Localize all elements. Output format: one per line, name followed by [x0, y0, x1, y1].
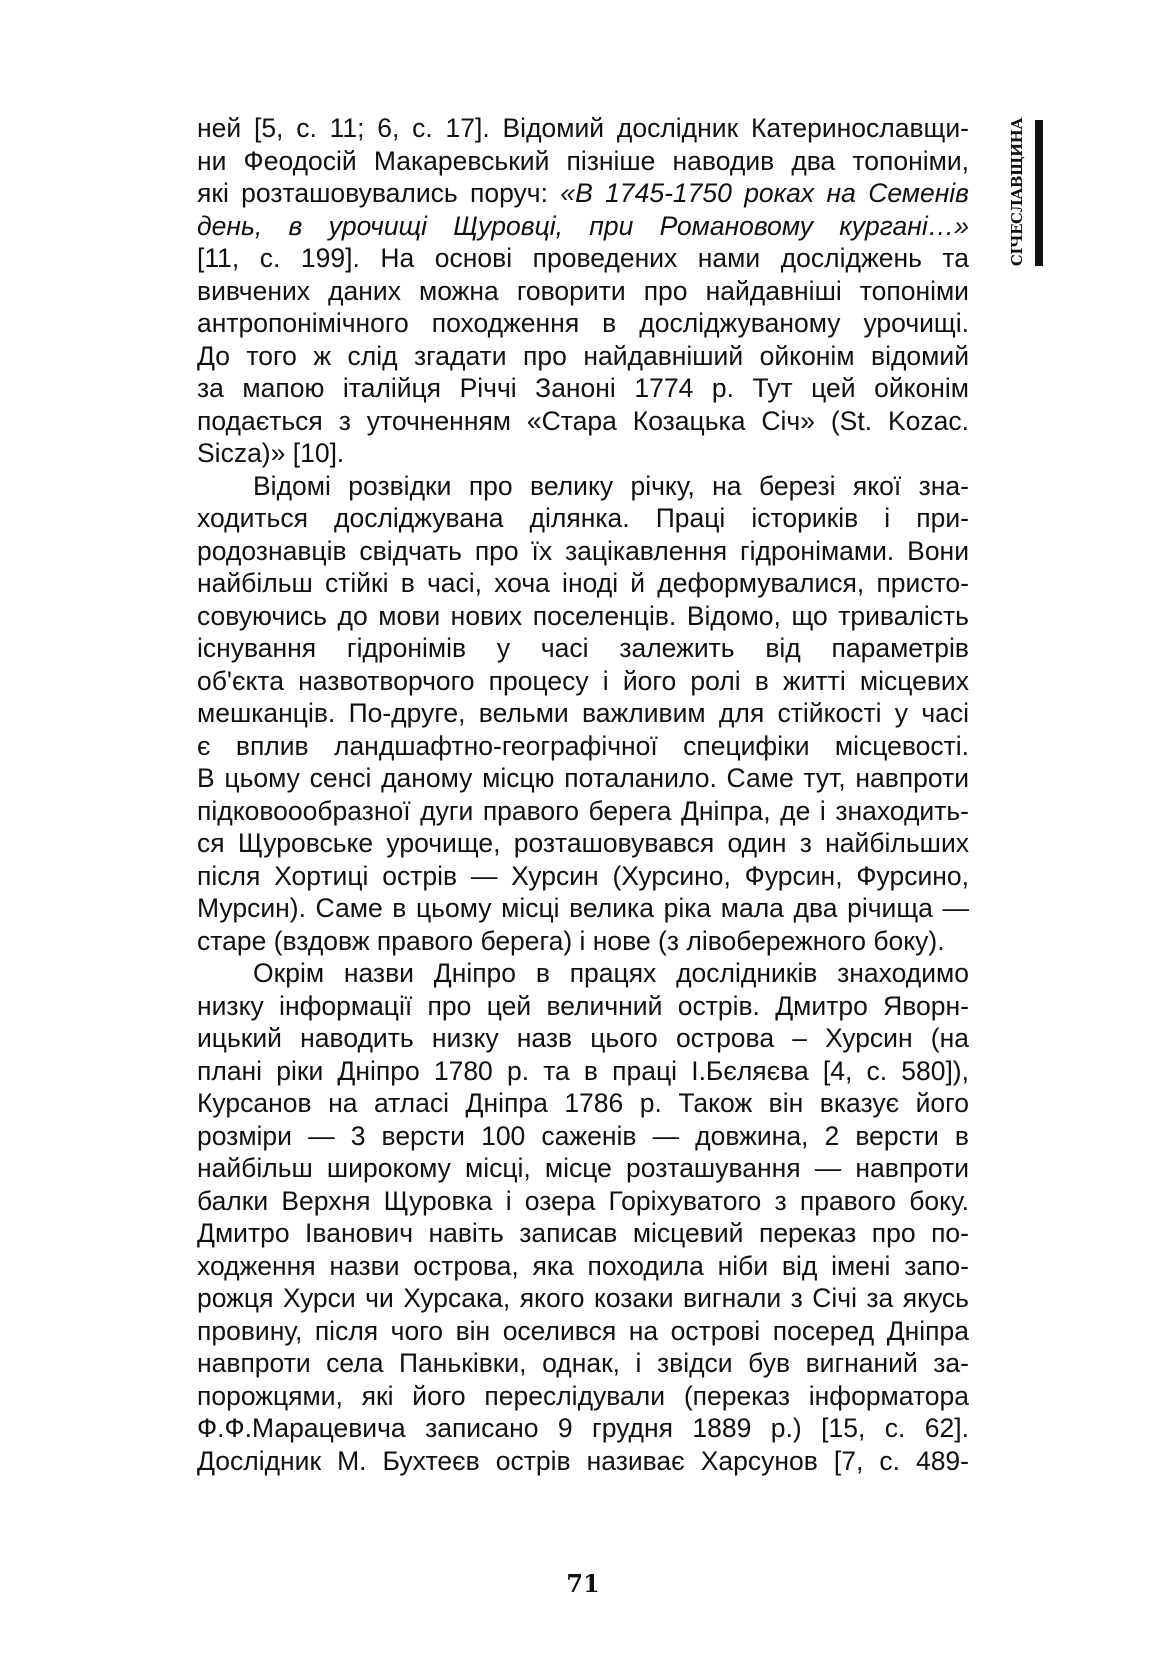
- text-line: які розташовувались поруч: «В 1745-1750 роках на Семенів: [197, 178, 969, 208]
- text-line: Відомі розвідки про велику річку, на березі якої зна-: [253, 470, 969, 501]
- text-line: старе (вздовж правого берега) і нове (з лівобережного боку).: [197, 925, 945, 956]
- text-line: В цьому сенсі даному місцю поталанило. Саме тут, навпроти: [197, 763, 969, 793]
- text-line: вивчених даних можна говорити про найдавніші топоніми: [197, 275, 969, 306]
- journal-logo-text-wrap: [1004, 118, 1030, 266]
- paragraph-2: [197, 470, 969, 958]
- text-line: антропонімічного походження в досліджуваному урочищі.: [197, 308, 969, 338]
- journal-logo: [1000, 118, 1046, 268]
- paragraph-1: [197, 112, 969, 470]
- text-line: за мапою італійця Річчі Заноні 1774 р. Тут цей ойконім: [197, 373, 969, 403]
- text-line: рожця Хурси чи Хурсака, якого козаки вигнали з Січі за якусь: [197, 1283, 969, 1313]
- text-line: ходження назви острова, яка походила ніби від імені запо-: [197, 1250, 969, 1281]
- text-line: об'єкта назвотворчого процесу і його ролі в житті місцевих: [197, 665, 969, 696]
- text-line: совуючись до мови нових поселенців. Відомо, що тривалість: [197, 600, 969, 631]
- text-line: ней [5, с. 11; 6, с. 17]. Відомий дослідник Катеринославщи-: [197, 113, 969, 143]
- text-line: порожцями, які його переслідували (переказ інформатора: [197, 1380, 969, 1411]
- text-line: Окрім назви Дніпро в працях дослідників знаходимо: [253, 958, 969, 988]
- text-line: Дослідник М. Бухтеєв острів називає Харсунов [7, с. 489-: [197, 1445, 969, 1476]
- body-text: [197, 112, 969, 1477]
- text-line: [11, с. 199]. На основі проведених нами досліджень та: [197, 243, 969, 273]
- text-line: ходиться досліджувана ділянка. Праці істориків і при-: [197, 503, 969, 533]
- text-line: низку інформації про цей величний острів. Дмитро Яворн-: [197, 990, 969, 1021]
- text-line: балки Верхня Щуровка і озера Горіхуватого з правого боку.: [197, 1185, 969, 1216]
- text-line: найбільш стійкі в часі, хоча іноді й деформувалися, присто-: [197, 568, 969, 598]
- paragraph-3: [197, 957, 969, 1477]
- text-line: ся Щуровське урочище, розташовувався один з найбільших: [197, 828, 969, 858]
- text-line: після Хортиці острів — Хурсин (Хурсино, Фурсин, Фурсино,: [197, 860, 969, 891]
- quote-italic-2: день, в урочищі Щуровці, при Романовому кургані…»: [197, 210, 969, 241]
- text-line: ни Феодосій Макаревський пізніше наводив два топоніми,: [197, 145, 969, 176]
- text-line: Sicza)» [10].: [197, 438, 345, 468]
- text-line: ицький наводить низку назв цього острова – Хурсин (на: [197, 1023, 969, 1053]
- journal-logo-text: СІЧЕСЛАВЩИНА: [1008, 117, 1027, 267]
- text-line: існування гідронімів у часі залежить від параметрів: [197, 633, 969, 663]
- text-line: плані ріки Дніпро 1780 р. та в праці І.Бєляєва [4, с. 580]),: [197, 1055, 969, 1086]
- text-line: Дмитро Іванович навіть записав місцевий переказ про по-: [197, 1218, 969, 1248]
- quote-italic-1: «В 1745-1750 роках на Семенів: [560, 178, 969, 208]
- text-line: провину, після чого він оселився на острові посеред Дніпра: [197, 1315, 969, 1346]
- text-line: розміри — 3 версти 100 саженів — довжина, 2 версти в: [197, 1120, 969, 1151]
- text-line: найбільш широкому місці, місце розташування — навпроти: [197, 1153, 969, 1183]
- text-line: Мурсин). Саме в цьому місці велика ріка мала два річища —: [197, 893, 969, 923]
- text-line: мешканців. По-друге, вельми важливим для стійкості у часі: [197, 698, 969, 728]
- text-line: До того ж слід згадати про найдавніший ойконім відомий: [197, 340, 969, 371]
- text-line: Курсанов на атласі Дніпра 1786 р. Також він вказує його: [197, 1088, 969, 1118]
- text-line: навпроти села Паньківки, однак, і звідси був вигнаний за-: [197, 1348, 969, 1378]
- journal-logo-bar: [1035, 120, 1043, 266]
- text-line: подається з уточненням «Стара Козацька Січ» (St. Kozac.: [197, 405, 969, 436]
- text-line: [197, 210, 969, 243]
- page-number: 71: [566, 1569, 600, 1598]
- text-line: є вплив ландшафтно-географічної специфіки місцевості.: [197, 730, 969, 761]
- text-line: підковоообразної дуги правого берега Дніпра, де і знаходить-: [197, 795, 969, 826]
- text-line: Ф.Ф.Марацевича записано 9 грудня 1889 р.) [15, с. 62].: [197, 1413, 969, 1443]
- text-line: родознавців свідчать про їх зацікавлення гідронімами. Вони: [197, 535, 969, 566]
